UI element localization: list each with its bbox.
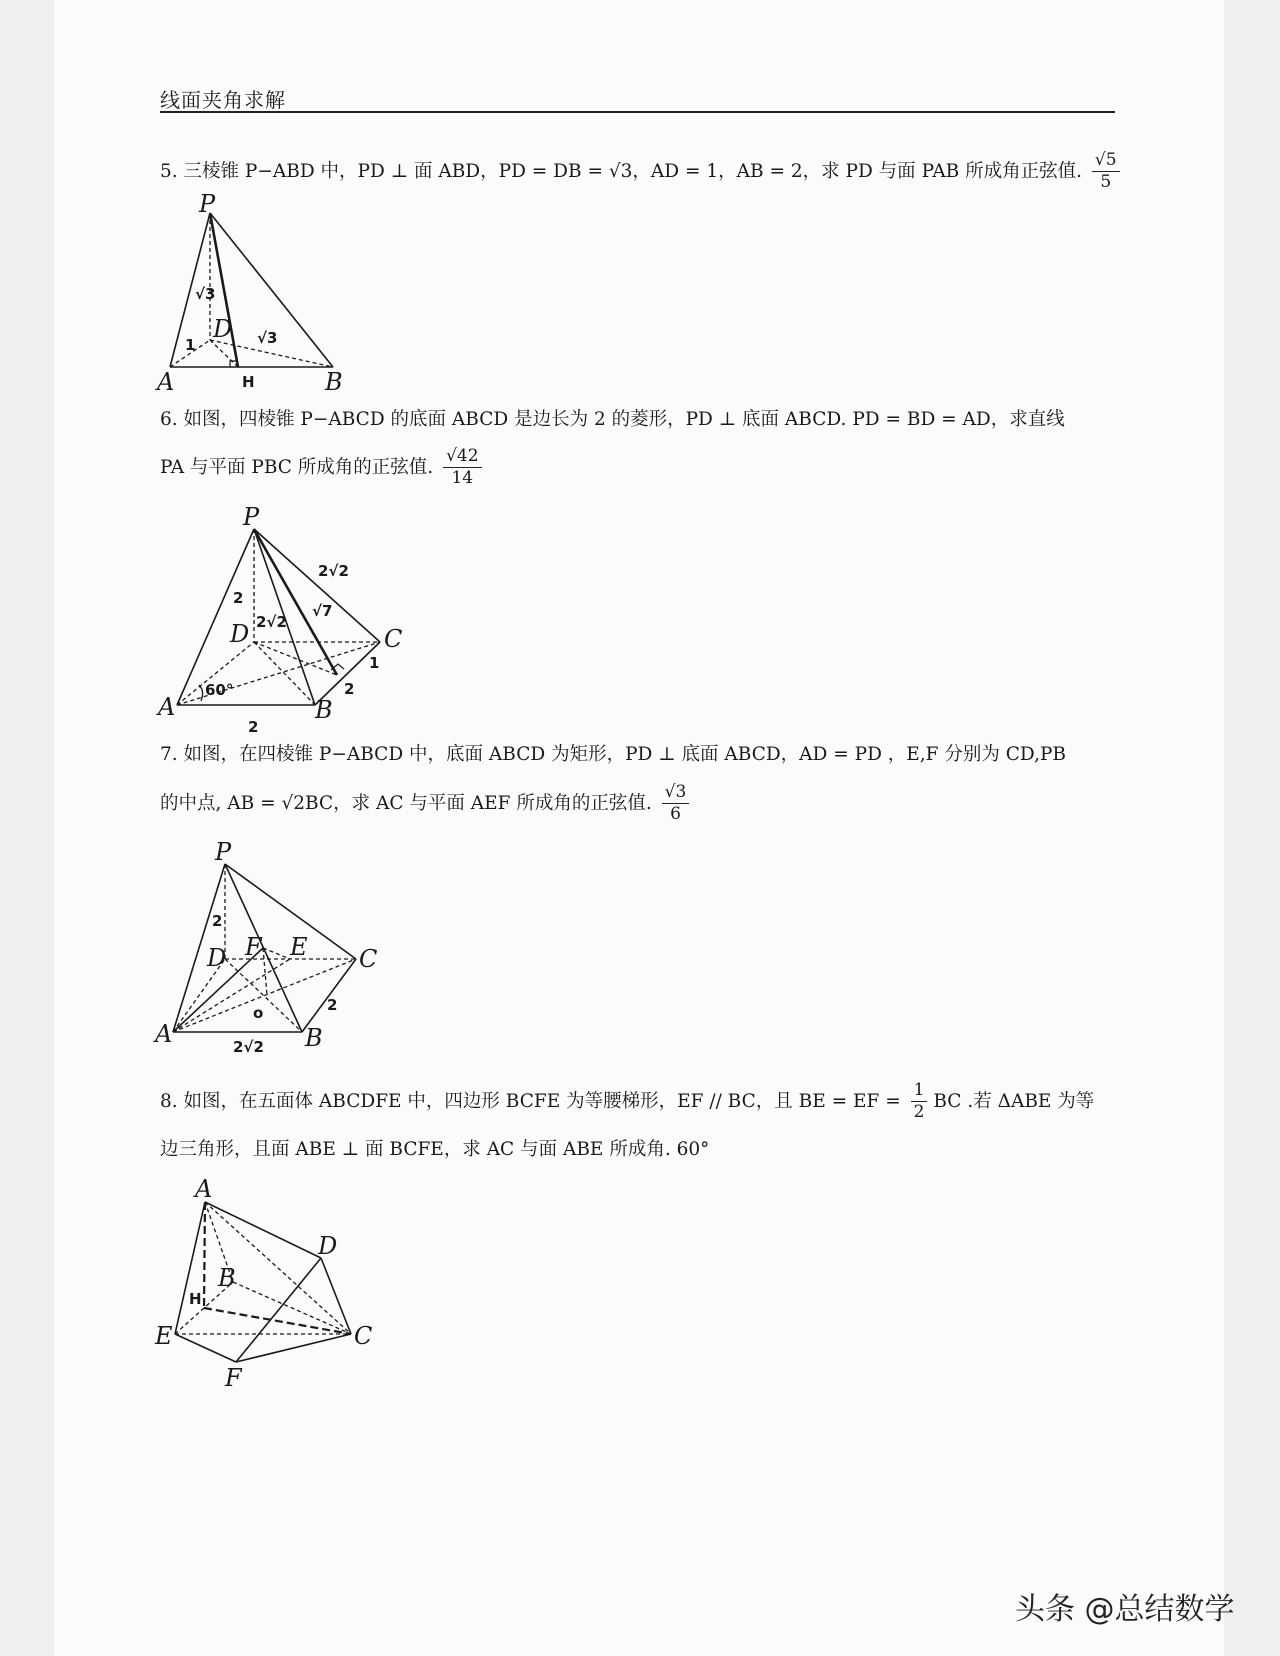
problem-6-answer [443, 446, 481, 490]
problem-8-half-fraction [911, 1080, 928, 1124]
fig7-label-c: C [359, 945, 378, 973]
answer-numerator: √42 [443, 446, 481, 468]
fig7-length-pd: 2 [212, 912, 223, 930]
answer-denominator: 5 [1100, 172, 1112, 193]
fig6-label-p: P [243, 503, 260, 531]
fig6-angle-a: 60° [205, 681, 234, 699]
fig6-label-c: C [384, 625, 403, 653]
problem-5-text [160, 150, 1120, 194]
problem-5-statement: 5. 三棱锥 P−ABD 中，PD ⊥ 面 ABD，PD = DB = √3，AD = 1，AB = 2，求 PD 与面 PAB 所成角正弦值. [160, 160, 1083, 182]
problem-6-figure [155, 505, 425, 735]
problem-5-answer [1092, 150, 1120, 194]
fig5-label-a: A [157, 368, 175, 396]
page-header-title: 线面夹角求解 [160, 88, 286, 112]
problem-8-statement-a: 8. 如图，在五面体 ABCDFE 中，四边形 BCFE 为等腰梯形，EF // BC，且 BE = EF = [160, 1090, 901, 1112]
problem-8-figure [155, 1170, 395, 1400]
header-rule [160, 111, 1115, 113]
problem-8-statement-b: BC .若 ΔABE 为等 [933, 1090, 1095, 1112]
fig6-length-hc: 1 [369, 654, 380, 672]
answer-denominator: 6 [670, 804, 681, 825]
fig7-label-o: o [253, 1004, 264, 1022]
fig5-label-d: D [213, 315, 233, 343]
fig5-label-h: H [242, 373, 255, 391]
answer-numerator: √5 [1092, 150, 1120, 172]
problem-8-line-2: 边三角形，且面 ABE ⊥ 面 BCFE，求 AC 与面 ABE 所成角. 60° [160, 1139, 710, 1160]
fig6-length-ph: √7 [312, 602, 333, 620]
fig7-label-a: A [155, 1020, 173, 1048]
problem-5-figure [155, 190, 355, 405]
problem-7-answer [662, 782, 690, 826]
fig7-length-ab: 2√2 [233, 1038, 264, 1056]
fig6-label-d: D [230, 620, 250, 648]
fig5-label-p: P [199, 190, 216, 218]
fig8-label-c: C [354, 1322, 373, 1350]
fig5-length-pd: √3 [195, 285, 216, 303]
fig6-length-dh: 2√2 [256, 613, 287, 631]
fig7-label-d: D [207, 944, 227, 972]
answer-denominator: 14 [451, 468, 474, 489]
fig7-label-b: B [305, 1024, 323, 1052]
fig8-label-d: D [318, 1232, 338, 1260]
answer-numerator: √3 [662, 782, 690, 804]
fig7-label-p: P [215, 838, 232, 866]
fig5-length-ad: 1 [185, 336, 196, 354]
fig7-length-bc: 2 [327, 996, 338, 1014]
fig6-label-a: A [158, 693, 176, 721]
problem-7-line-1: 7. 如图，在四棱锥 P−ABCD 中，底面 ABCD 为矩形，PD ⊥ 底面 ABCD，AD = PD ，E,F 分别为 CD,PB [160, 744, 1067, 765]
fig8-label-h: H [189, 1290, 202, 1308]
fig6-length-bh: 2 [344, 680, 355, 698]
fig8-label-b: B [218, 1264, 236, 1292]
fig5-label-b: B [325, 368, 343, 396]
problem-7-line-2 [160, 782, 689, 826]
problem-6-line-2 [160, 446, 482, 490]
problem-8-line-1 [160, 1080, 1094, 1124]
fig6-length-pd: 2 [233, 589, 244, 607]
fig5-length-db: √3 [257, 329, 278, 347]
fig8-label-e: E [155, 1322, 173, 1350]
fig8-label-a: A [195, 1175, 213, 1203]
fig6-length-pc: 2√2 [318, 562, 349, 580]
problem-7-statement: 的中点, AB = √2BC，求 AC 与平面 AEF 所成角的正弦值. [160, 792, 652, 814]
fraction-numerator: 1 [911, 1080, 928, 1102]
fig6-label-b: B [315, 696, 333, 724]
problem-6-statement: PA 与平面 PBC 所成角的正弦值. [160, 456, 434, 478]
problem-6-line-1: 6. 如图，四棱锥 P−ABCD 的底面 ABCD 是边长为 2 的菱形，PD ⊥ 底面 ABCD. PD = BD = AD，求直线 [160, 409, 1065, 430]
problem-7-figure [155, 840, 405, 1060]
fig6-length-ab: 2 [248, 718, 259, 736]
watermark-text: 头条 @总结数学 [1015, 1592, 1235, 1627]
fig7-label-e: E [290, 933, 308, 961]
fig8-label-f: F [225, 1364, 242, 1392]
fig7-label-f: F [245, 933, 262, 961]
fraction-denominator: 2 [913, 1102, 925, 1123]
